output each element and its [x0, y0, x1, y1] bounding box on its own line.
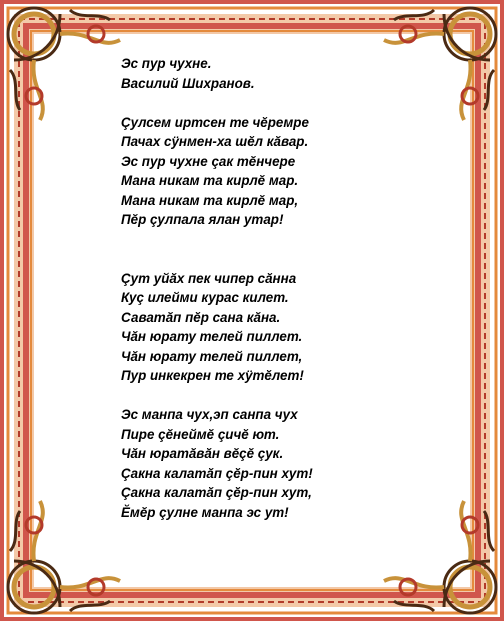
stanza-line: Мана никам та кирлĕ мар. [121, 173, 299, 188]
stanza-line: Пире çĕнеймĕ çичĕ ют. [121, 426, 280, 442]
stanza-line: Эс пур чухне çак тĕнчере [121, 153, 296, 169]
stanza-line: Куç илейми курас килет. [121, 290, 289, 305]
stanza-line: Çакна калатăп çĕр-пин хут! [121, 465, 313, 481]
stanza-line: Çакна калатăп çĕр-пин хут, [121, 485, 312, 500]
poem-author: Василий Шихранов. [121, 75, 255, 91]
stanza-line: Чăн юрату телей пиллет, [121, 348, 303, 364]
stanza-3 [121, 405, 421, 522]
stanza-line: Чăн юрату телей пиллет. [121, 329, 303, 344]
stanza-1 [121, 113, 421, 230]
stanza-line: Пур инкекрен те хÿтĕлет! [121, 368, 304, 383]
stanza-2 [121, 269, 421, 386]
stanza-line: Ĕмĕр çулне манпа эс ут! [121, 504, 289, 520]
poem-text [121, 54, 421, 522]
stanza-line: Мана никам та кирлĕ мар, [121, 192, 299, 208]
stanza-line: Эс манпа чух,эп санпа чух [121, 407, 298, 422]
poem-title: Эс пур чухне. [121, 56, 212, 71]
stanza-line: Çут уйăх пек чипер сăнна [121, 270, 297, 286]
stanza-line: Чăн юратăвăн вĕçĕ çук. [121, 446, 284, 461]
stanza-line: Çулсем иртсен те чĕремре [121, 114, 309, 130]
stanza-line: Пачах сÿнмен-ха шĕл кăвар. [121, 134, 309, 149]
stanza-line: Пĕр çулпала ялан утар! [121, 212, 284, 227]
stanza-line: Саватăп пĕр сана кăна. [121, 309, 281, 325]
